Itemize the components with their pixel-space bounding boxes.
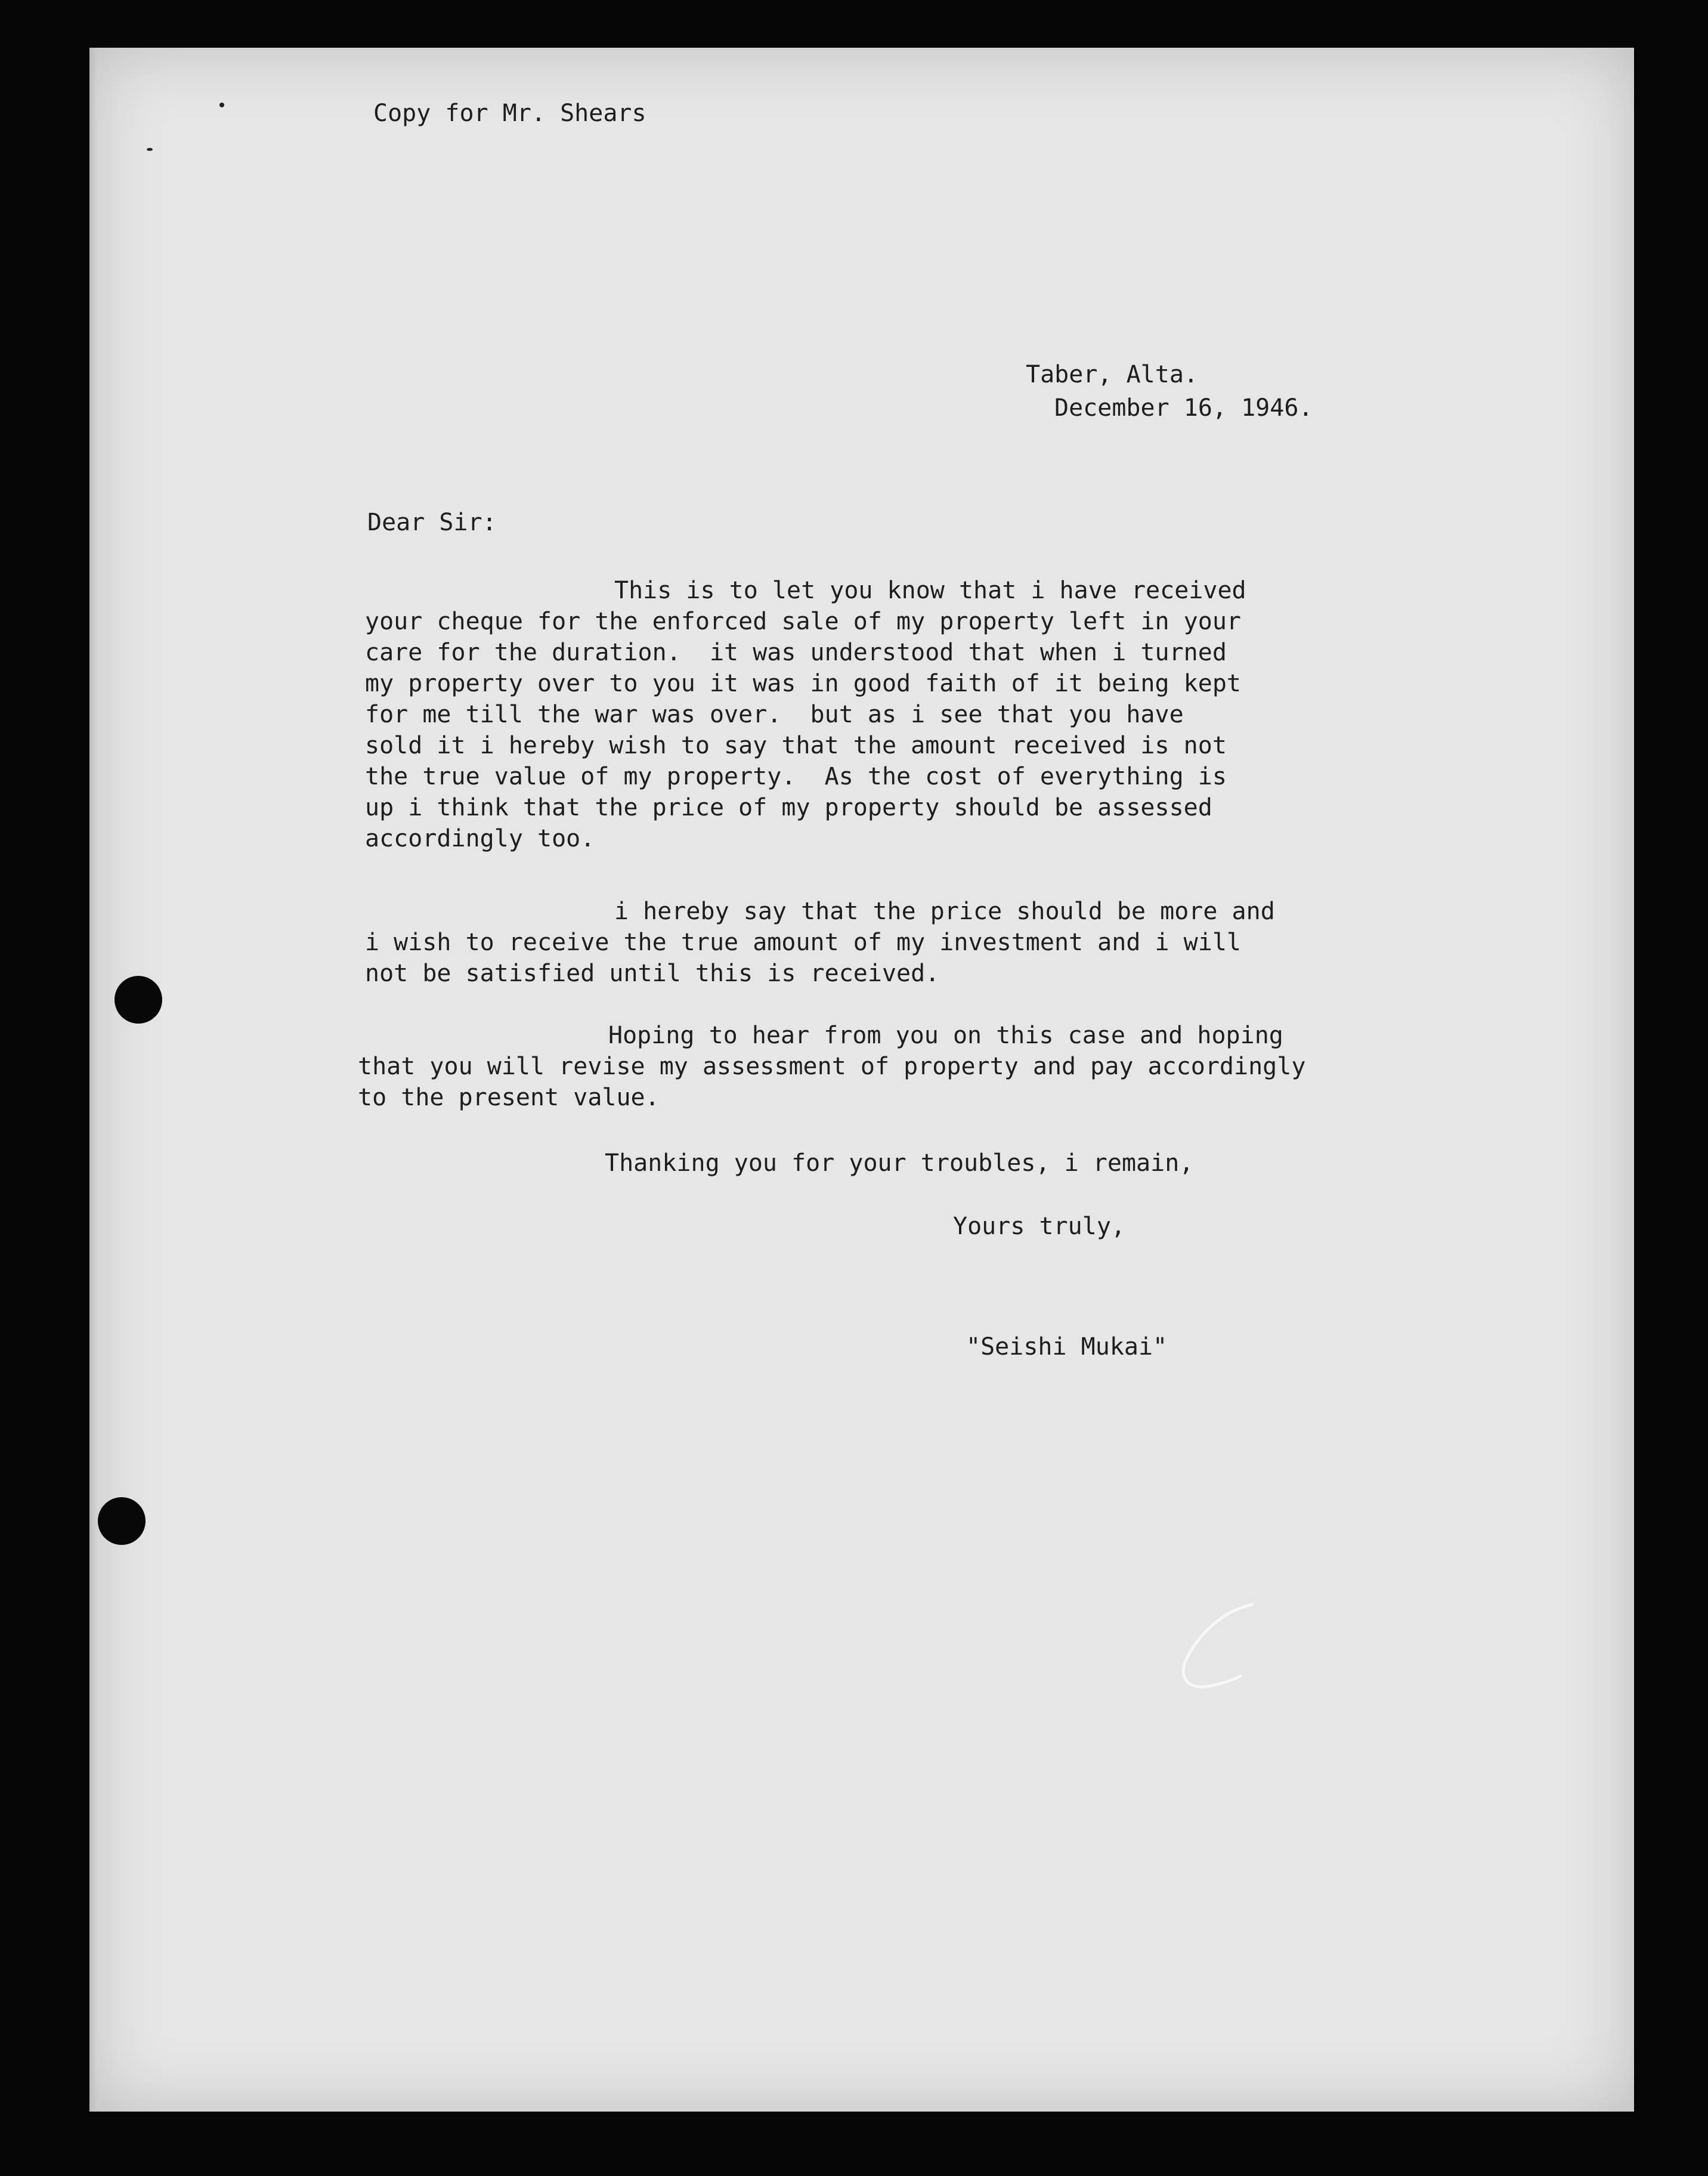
paragraph-3-line: Hoping to hear from you on this case and hoping: [608, 1022, 1283, 1049]
faint-pencil-mark: [1163, 1587, 1270, 1706]
copy-note: Copy for Mr. Shears: [373, 100, 646, 127]
paragraph-2-line: i wish to receive the true amount of my investment and i will: [365, 929, 1242, 956]
ink-speck: [219, 103, 224, 107]
paragraph-1-line: This is to let you know that i have received: [614, 577, 1246, 604]
ink-speck: [147, 148, 153, 151]
paragraph-1-line: sold it i hereby wish to say that the amount received is not: [365, 732, 1227, 759]
punch-hole-bottom: [98, 1497, 146, 1545]
paragraph-1-line: accordingly too.: [365, 825, 595, 852]
paragraph-1-line: up i think that the price of my property should be assessed: [365, 794, 1212, 821]
paragraph-1-line: your cheque for the enforced sale of my property left in your: [365, 608, 1242, 635]
salutation: Dear Sir:: [367, 509, 497, 536]
punch-hole-top: [115, 976, 162, 1024]
paragraph-1-line: my property over to you it was in good faith of it being kept: [365, 670, 1242, 697]
paragraph-2-line: not be satisfied until this is received.: [365, 960, 940, 987]
paragraph-3-line: that you will revise my assessment of property and pay accordingly: [358, 1053, 1306, 1080]
dateline-date: December 16, 1946.: [1054, 394, 1313, 422]
paragraph-1-line: the true value of my property. As the cost of everything is: [365, 763, 1227, 790]
signature: "Seishi Mukai": [966, 1333, 1168, 1361]
paragraph-2-line: i hereby say that the price should be more and: [614, 898, 1275, 925]
dateline-place: Taber, Alta.: [1026, 361, 1198, 388]
closing-sign-off: Yours truly,: [953, 1213, 1125, 1240]
paragraph-3-line: to the present value.: [358, 1084, 660, 1111]
closing-thanks: Thanking you for your troubles, i remain,: [605, 1149, 1194, 1177]
paragraph-1-line: for me till the war was over. but as i see that you have: [365, 701, 1184, 728]
paragraph-1-line: care for the duration. it was understood that when i turned: [365, 639, 1227, 666]
page-edge-shadow: [89, 48, 97, 2112]
